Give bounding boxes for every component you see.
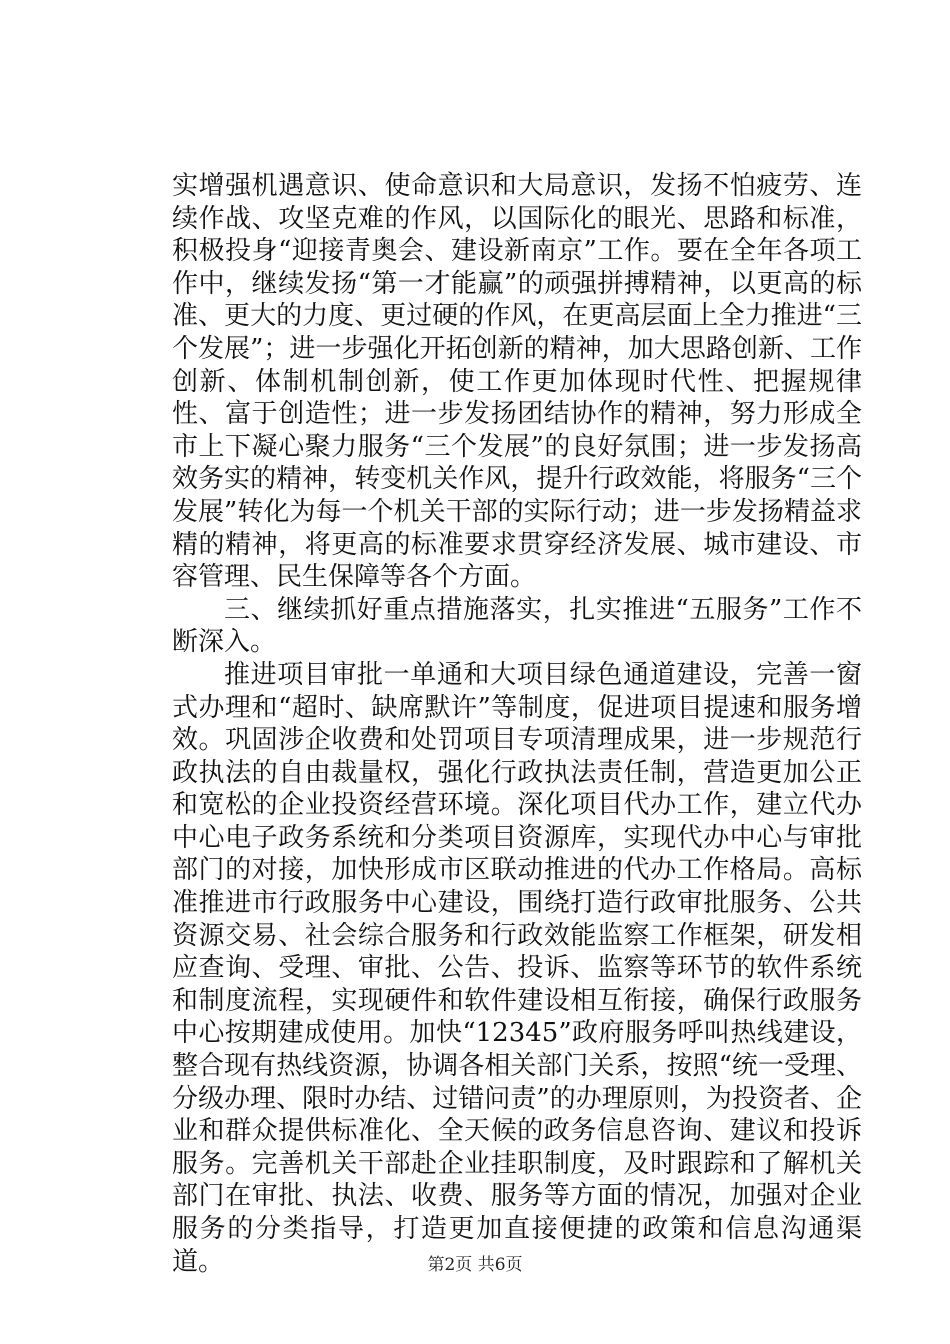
page-number-footer: 第2页 共6页 (427, 1255, 523, 1275)
paragraph-3: 推进项目审批一单通和大项目绿色通道建设，完善一窗式办理和“超时、缺席默许”等制度，促进项目提速和服务增效。巩固涉企收费和处罚项目专项清理成果，进一步规范行政执法的自由裁量权，强化行政执法责任制，营造更加公正和宽松的企业投资经营环境。深化项目代办工作，建立代办中心电子政务系统和分类项目资源库，实现代办中心与审批部门的对接，加快形成市区联动推进的代办工作格局。高标准推进市行政服务中心建设，围绕打造行政审批服务、公共资源交易、社会综合服务和行政效能监察工作框架，研发相应查询、受理、审批、公告、投诉、监察等环节的软件系统和制度流程，实现硬件和软件建设相互衔接，确保行政服务中心按期建成使用。加快“12345”政府服务呼叫热线建设，整合现有热线资源，协调各相关部门关系，按照“统一受理、分级办理、限时办结、过错问责”的办理原则，为投资者、企业和群众提供标准化、全天候的政务信息咨询、建议和投诉服务。完善机关干部赴企业挂职制度，及时跟踪和了解机关部门在审批、执法、收费、服务等方面的情况，加强对企业服务的分类指导，打造更加直接便捷的政策和信息沟通渠道。 (172, 659, 862, 1277)
paragraph-1: 实增强机遇意识、使命意识和大局意识，发扬不怕疲劳、连续作战、攻坚克难的作风，以国际化的眼光、思路和标准，积极投身“迎接青奥会、建设新南京”工作。要在全年各项工作中，继续发扬“第一才能赢”的顽强拼搏精神，以更高的标准、更大的力度、更过硬的作风，在更高层面上全力推进“三个发展”；进一步强化开拓创新的精神，加大思路创新、工作创新、体制机制创新，使工作更加体现时代性、把握规律性、富于创造性；进一步发扬团结协作的精神，努力形成全市上下凝心聚力服务“三个发展”的良好氛围；进一步发扬高效务实的精神，转变机关作风，提升行政效能，将服务“三个发展”转化为每一个机关干部的实际行动；进一步发扬精益求精的精神，将更高的标准要求贯穿经济发展、城市建设、市容管理、民生保障等各个方面。 (172, 171, 862, 593)
document-body (172, 170, 862, 1278)
section-heading-3: 三、继续抓好重点措施落实，扎实推进“五服务”工作不断深入。 (172, 594, 862, 658)
